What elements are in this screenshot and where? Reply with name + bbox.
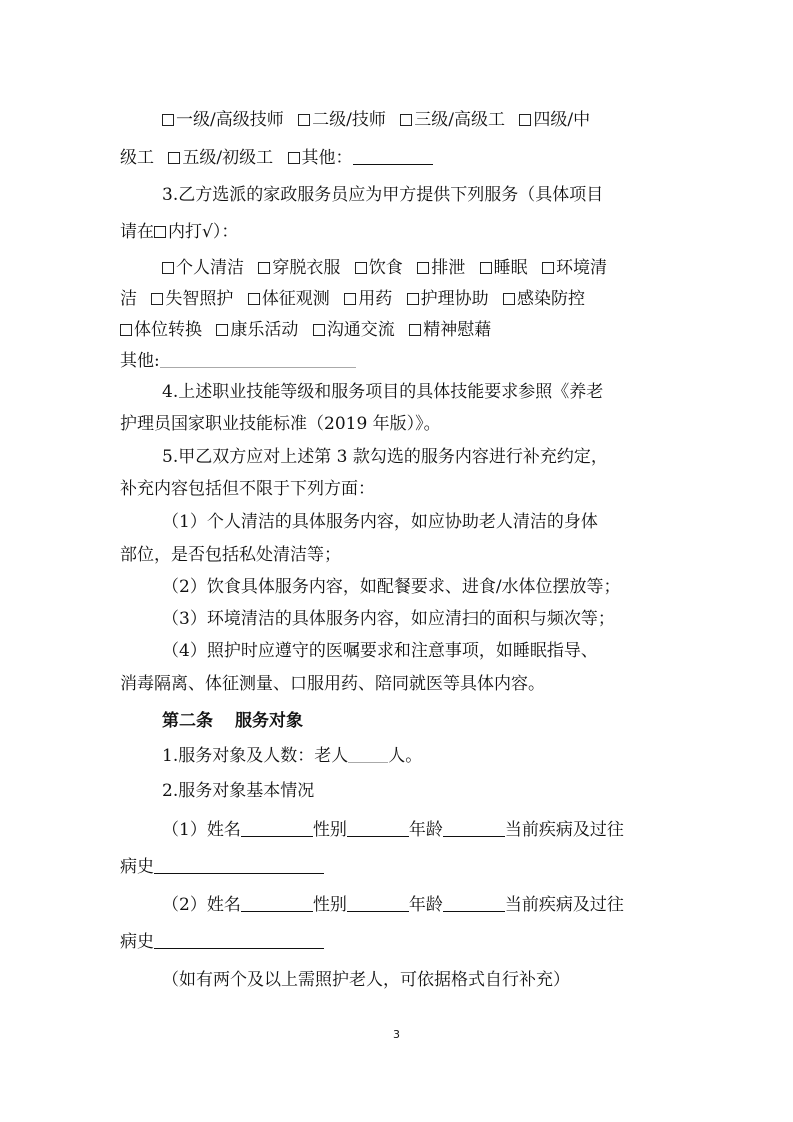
clause-5-item-4-cont: 消毒隔离、体征测量、口服用药、陪同就医等具体内容。 <box>120 674 545 694</box>
checkbox-icon[interactable] <box>400 114 412 126</box>
elder-count-blank[interactable] <box>348 746 388 763</box>
grade-option-4[interactable]: 四级/中 <box>519 110 590 130</box>
person-1-history-row: 病史 <box>120 857 324 877</box>
service-env-clean[interactable]: 环境清 <box>542 258 607 278</box>
service-nursing-assist[interactable]: 护理协助 <box>407 289 489 309</box>
service-other-row: 其他: <box>120 351 356 371</box>
grade-options-row-2 <box>120 148 433 168</box>
service-position[interactable]: 体位转换 <box>120 320 202 340</box>
checkbox-icon[interactable] <box>168 152 180 164</box>
checkbox-icon[interactable] <box>162 114 174 126</box>
person-2-age-blank[interactable] <box>443 895 505 912</box>
clause-3-line-1: 3.乙方选派的家政服务员应为甲方提供下列服务（具体项目 <box>162 185 604 205</box>
checkbox-icon[interactable] <box>248 293 260 305</box>
service-infection[interactable]: 感染防控 <box>503 289 585 309</box>
grade-other-blank[interactable] <box>353 148 433 165</box>
clause-4-line-1: 4.上述职业技能等级和服务项目的具体技能要求参照《养老 <box>162 382 604 402</box>
service-options-row-3 <box>120 320 491 340</box>
service-vitals[interactable]: 体征观测 <box>248 289 330 309</box>
person-1-history-blank[interactable] <box>154 857 324 874</box>
grade-option-3[interactable]: 三级/高级工 <box>400 110 505 130</box>
checkbox-icon[interactable] <box>409 324 421 336</box>
page-number: 3 <box>393 1028 400 1041</box>
service-medication[interactable]: 用药 <box>344 289 392 309</box>
checkbox-icon[interactable] <box>480 262 492 274</box>
checkbox-icon[interactable] <box>313 324 325 336</box>
checkbox-icon[interactable] <box>258 262 270 274</box>
service-target-basic: 2.服务对象基本情况 <box>162 781 315 801</box>
service-other-blank[interactable] <box>160 351 356 368</box>
person-1-name-blank[interactable] <box>241 820 313 837</box>
clause-5-item-1-cont: 部位，是否包括私处清洁等； <box>120 545 341 565</box>
checkbox-icon[interactable] <box>288 152 300 164</box>
clause-5-item-1: （1）个人清洁的具体服务内容，如应协助老人清洁的身体 <box>162 512 598 532</box>
checkbox-icon[interactable] <box>298 114 310 126</box>
checkbox-icon[interactable] <box>344 293 356 305</box>
person-2-row: （2）姓名 性别 年龄 当前疾病及过往 <box>162 895 624 915</box>
supplement-note: （如有两个及以上需照护老人，可依据格式自行补充） <box>162 970 570 990</box>
article-2-heading: 第二条 服务对象 <box>162 711 303 731</box>
person-1-row: （1）姓名 性别 年龄 当前疾病及过往 <box>162 820 624 840</box>
checkbox-icon[interactable] <box>120 324 132 336</box>
grade-option-1[interactable]: 一级/高级技师 <box>162 110 284 130</box>
checkbox-icon[interactable] <box>355 262 367 274</box>
checkbox-icon[interactable] <box>151 293 163 305</box>
grade-option-2[interactable]: 二级/技师 <box>298 110 386 130</box>
grade-option-other[interactable]: 其他： <box>288 148 433 168</box>
service-options-row-1 <box>162 258 607 278</box>
service-dressing[interactable]: 穿脱衣服 <box>258 258 340 278</box>
service-sleep[interactable]: 睡眠 <box>480 258 528 278</box>
checkbox-icon[interactable] <box>417 262 429 274</box>
person-2-history-blank[interactable] <box>154 932 324 949</box>
clause-4-line-2: 护理员国家职业技能标准（2019 年版）》。 <box>120 414 441 434</box>
person-2-gender-blank[interactable] <box>347 895 409 912</box>
service-target-count: 1.服务对象及人数：老人 人。 <box>162 746 423 766</box>
clause-5-item-2: （2）饮食具体服务内容，如配餐要求、进食/水体位摆放等； <box>162 577 621 597</box>
checkbox-icon[interactable] <box>162 262 174 274</box>
checkbox-icon <box>154 226 166 238</box>
service-options-row-2 <box>120 289 585 309</box>
clause-5-item-4: （4）照护时应遵守的医嘱要求和注意事项，如睡眠指导、 <box>162 641 598 661</box>
service-personal-clean[interactable]: 个人清洁 <box>162 258 244 278</box>
grade-options-row-1 <box>162 110 590 130</box>
person-2-history-row: 病史 <box>120 932 324 952</box>
checkbox-icon[interactable] <box>542 262 554 274</box>
person-2-name-blank[interactable] <box>241 895 313 912</box>
grade-option-4-cont: 级工 <box>120 148 154 168</box>
checkbox-icon[interactable] <box>519 114 531 126</box>
checkbox-icon[interactable] <box>407 293 419 305</box>
service-recreation[interactable]: 康乐活动 <box>216 320 298 340</box>
clause-3-line-2: 请在 内打√）： <box>120 222 239 242</box>
person-1-age-blank[interactable] <box>443 820 505 837</box>
clause-5-line-2: 补充内容包括但不限于下列方面： <box>120 479 375 499</box>
checkbox-icon[interactable] <box>503 293 515 305</box>
service-dementia[interactable]: 失智照护 <box>151 289 233 309</box>
clause-5-line-1: 5.甲乙双方应对上述第 3 款勾选的服务内容进行补充约定， <box>162 447 608 467</box>
service-excretion[interactable]: 排泄 <box>417 258 465 278</box>
service-diet[interactable]: 饮食 <box>355 258 403 278</box>
checkbox-icon[interactable] <box>216 324 228 336</box>
service-communication[interactable]: 沟通交流 <box>313 320 395 340</box>
person-1-gender-blank[interactable] <box>347 820 409 837</box>
clause-5-item-3: （3）环境清洁的具体服务内容，如应清扫的面积与频次等； <box>162 609 615 629</box>
service-comfort[interactable]: 精神慰藉 <box>409 320 491 340</box>
grade-option-5[interactable]: 五级/初级工 <box>168 148 273 168</box>
service-env-clean-cont: 洁 <box>120 289 137 309</box>
